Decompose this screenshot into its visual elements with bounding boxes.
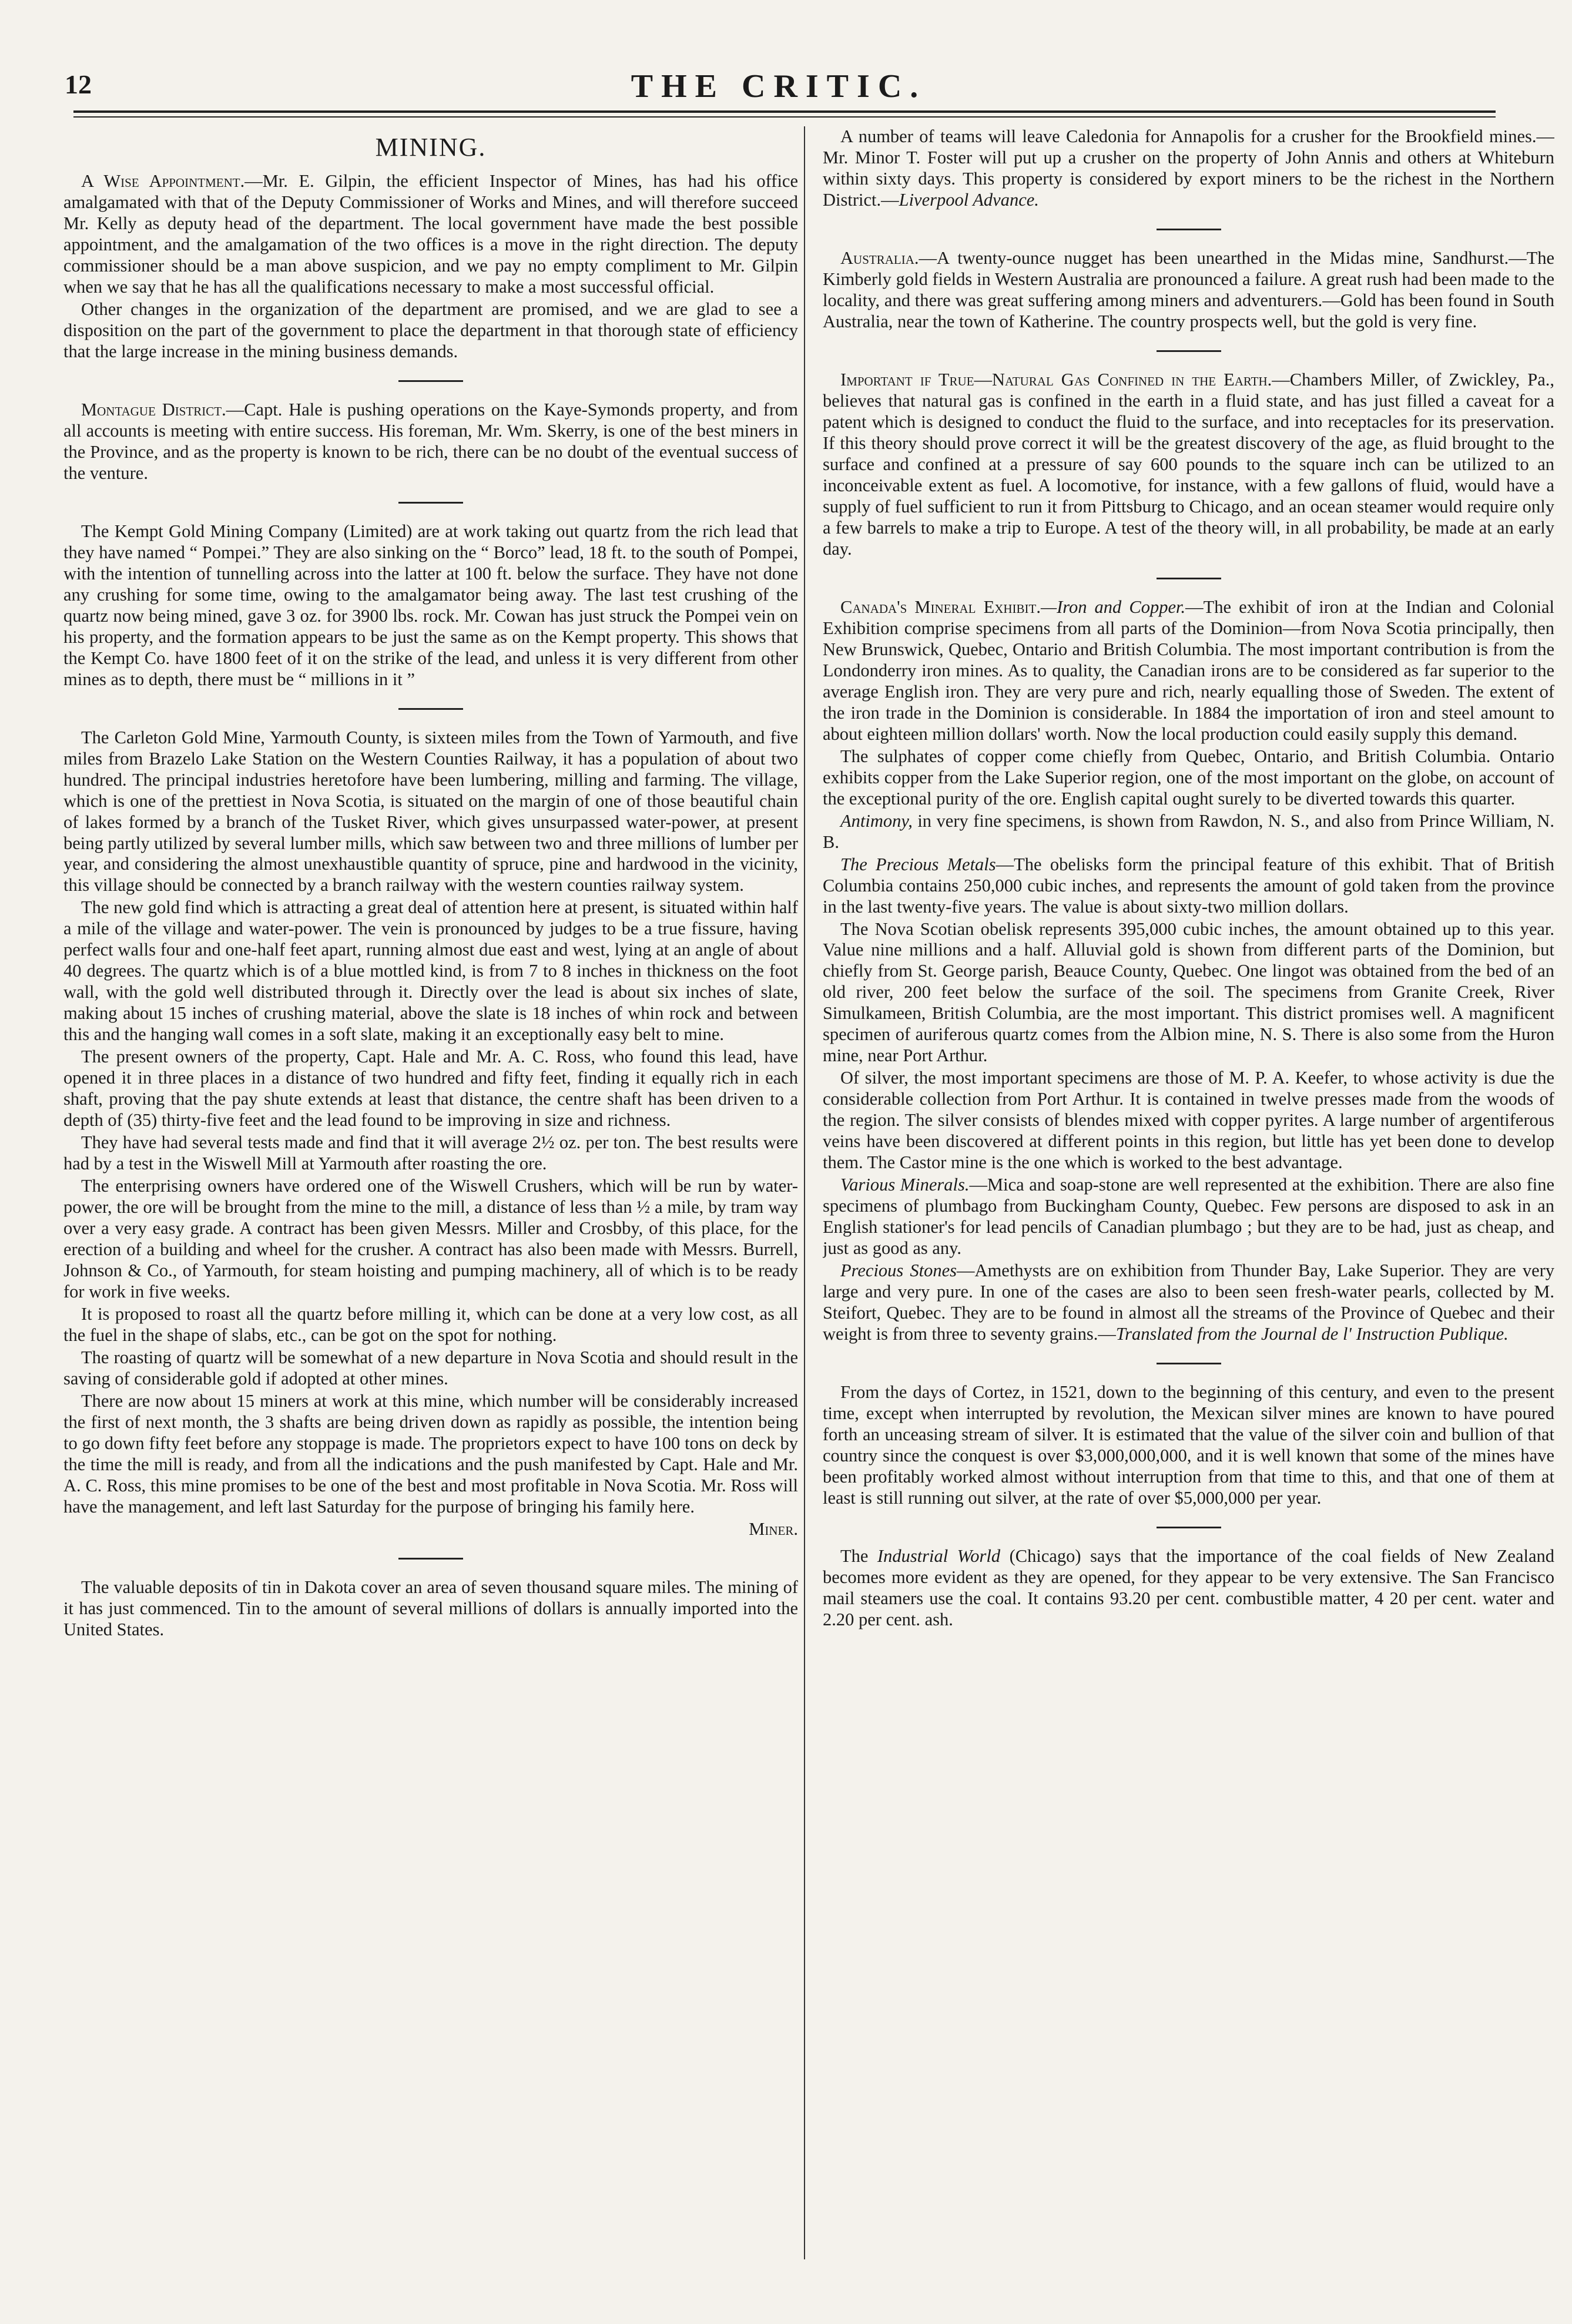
- article-paragraph: They have had several tests made and find that it will average 2½ oz. per ton. The best results were had by a test in the Wiswell Mill at Yarmouth after roasting the ore.: [63, 1132, 798, 1174]
- article-paragraph: The Nova Scotian obelisk represents 395,000 cubic inches, the amount obtained up to this year. Value nine millions and a half. Alluvial gold is shown from different parts of the Dominion, but chiefly from St. George parish, Beauce County, Quebec. One lingot was obtained from the bed of an old river, 200 feet below the surface of the soil. The specimens from Granite Creek, River Simulkameen, British Columbia, are the most important. This district promises well. A magnificent specimen of auriferous quartz comes from the Albion mine, N. S. There is also some from the Huron mine, near Port Arthur.: [823, 918, 1554, 1066]
- separator-rule: [398, 708, 463, 710]
- left-column: [63, 126, 798, 2265]
- article-paragraph: Various Minerals.—Mica and soap-stone are well represented at the exhibition. There are also fine specimens of plumbago from Buckingham County, Quebec. Few persons are disposed to ask in an English stationer's for lead pencils of Canadian plumbago ; but they are to be had, just as cheap, and just as good as any.: [823, 1175, 1554, 1259]
- article-paragraph: A Wise Appointment.—Mr. E. Gilpin, the efficient Inspector of Mines, has had his office amalgamated with that of the Deputy Commissioner of Works and Mines, and will therefore succeed Mr. Kelly as deputy head of the department. The local government have made the best possible appointment, and the amalgamation of the two offices is a move in the right direction. The deputy commissioner should be a man above suspicion, and we pay no empty compliment to Mr. Gilpin when we say that he has all the qualifications necessary to make a most successful official.: [63, 170, 798, 297]
- article-paragraph: The roasting of quartz will be somewhat of a new departure in Nova Scotia and should result in the saving of considerable gold if adopted at other mines.: [63, 1347, 798, 1389]
- masthead-title: THE CRITIC.: [631, 68, 927, 105]
- article-subheading: Various Minerals.: [840, 1175, 970, 1195]
- source-credit: Translated from the Journal de l' Instruction Publique.: [1115, 1324, 1509, 1344]
- article-paragraph: Antimony, in very fine specimens, is shown from Rawdon, N. S., and also from Prince William, N. B.: [823, 810, 1554, 852]
- article-paragraph: The new gold find which is attracting a great deal of attention here at present, is situated within half a mile of the village and water-power. The vein is pronounced by judges to be a true fissure, having perfect walls four and one-half feet apart, running almost due east and west, lying at an angle of about 40 degrees. The quartz which is of a blue mottled kind, is from 7 to 8 inches in thickness on the foot wall, with the gold well distributed through it. Directly over the lead is about six inches of slate, making about 15 inches of crushing material, above the slate is 18 inches of whin rock and between this and the hanging wall comes in a soft slate, making it an exceptionally easy belt to mine.: [63, 897, 798, 1045]
- article-paragraph: The present owners of the property, Capt. Hale and Mr. A. C. Ross, who found this lead, have opened it in three places in a distance of two hundred and fifty feet, finding it equally rich in each shaft, proving that the pay shute extends at least that distance, the centre shaft has been driven to a depth of (35) thirty-five feet and the lead found to be improving in size and richness.: [63, 1047, 798, 1131]
- article-heading: Canada's Mineral Exhibit.: [840, 596, 1041, 617]
- article-paragraph: It is proposed to roast all the quartz before milling it, which can be done at a very low cost, as all the fuel in the shape of slabs, etc., can be got on the spot for nothing.: [63, 1304, 798, 1346]
- page-header: [65, 62, 1493, 115]
- column-divider: [804, 126, 805, 2259]
- article-paragraph: The valuable deposits of tin in Dakota cover an area of seven thousand square miles. The mining of it has just commenced. Tin to the amount of several millions of dollars is annually imported into the United States.: [63, 1577, 798, 1639]
- separator-rule: [1157, 229, 1221, 230]
- article-paragraph: The sulphates of copper come chiefly from Quebec, Ontario, and British Columbia. Ontario exhibits copper from the Lake Superior region, one of the most important on the globe, on account of the exceptional purity of the ore. English capital ought surely to be diverted towards this quarter.: [823, 746, 1554, 809]
- article-paragraph: Canada's Mineral Exhibit.—Iron and Copper.—The exhibit of iron at the Indian and Colonial Exhibition comprise specimens from all parts of the Dominion—from Nova Scotia principally, then New Brunswick, Quebec, Ontario and British Columbia. The most important contribution is from the Londonderry iron mines. As to quality, the Canadian irons are to be considered as far superior to the average English iron. They are very pure and rich, nearly equalling those of Sweden. The extent of the iron trade in the Dominion is considerable. In 1884 the importation of iron and steel amount to about eighteen million dollars' worth. Now the local production could easily supply this demand.: [823, 596, 1554, 744]
- article-subheading: The Precious Metals: [840, 854, 996, 874]
- header-rule: [73, 110, 1496, 113]
- article-paragraph: Precious Stones—Amethysts are on exhibition from Thunder Bay, Lake Superior. They are very large and very pure. In one of the cases are also to been seen fresh-water pearls, collected by M. Steifort, Quebec. They are to be found in almost all the streams of the Province of Quebec and their weight is from three to seventy grains.—Translated from the Journal de l' Instruction Publique.: [823, 1260, 1554, 1344]
- article-paragraph: The Carleton Gold Mine, Yarmouth County, is sixteen miles from the Town of Yarmouth, and five miles from Brazelo Lake Station on the Western Counties Railway, it has a population of about two hundred. The principal industries heretofore have been lumbering, milling and farming. The village, which is one of the prettiest in Nova Scotia, is situated on the margin of one of those beautiful chain of lakes formed by a branch of the Tusket River, which gives unsurpassed water-power, at present being partly utilized by several lumber mills, which saw between two and three millions of lumber per year, and considering the almost unexhaustible quantity of spruce, pine and hardwood in the vicinity, this village should be connected by a branch railway with the western counties railway system.: [63, 727, 798, 896]
- page-number: 12: [65, 69, 92, 99]
- article-paragraph: Of silver, the most important specimens are those of M. P. A. Keefer, to whose activity is due the considerable collection from Port Arthur. It is contained in twelve presses made from the woods of the region. The silver consists of blendes mixed with copper pyrites. A large number of argentiferous veins have been discovered at different points in this region, but little has yet been done to develop them. The Castor mine is the one which is worked to the best advantage.: [823, 1068, 1554, 1173]
- article-heading: Important if True—Natural Gas Confined in the Earth.: [840, 369, 1272, 390]
- article-heading: A Wise Appointment.: [81, 170, 245, 191]
- article-heading: Australia.: [840, 247, 919, 268]
- source-credit: Liverpool Advance.: [899, 189, 1039, 210]
- separator-rule: [398, 502, 463, 504]
- article-paragraph: Other changes in the organization of the department are promised, and we are glad to see a disposition on the part of the government to place the department in that thorough state of efficiency that the large increase in the mining business demands.: [63, 299, 798, 361]
- article-subheading: —Iron and Copper.: [1040, 596, 1186, 617]
- separator-rule: [1157, 1363, 1221, 1364]
- article-paragraph: The Industrial World (Chicago) says that the importance of the coal fields of New Zealand becomes more evident as they are opened, for they appear to be very extensive. The San Francisco mail steamers use the coal. It contains 93.20 per cent. combustible matter, 4 20 per cent. water and 2.20 per cent. ash.: [823, 1546, 1554, 1630]
- separator-rule: [1157, 350, 1221, 352]
- article-paragraph: From the days of Cortez, in 1521, down to the beginning of this century, and even to the present time, except when interrupted by revolution, the Mexican silver mines are known to have poured forth an unceasing stream of silver. It is estimated that the value of the silver coin and bullion of that country since the conquest is over $3,000,000,000, and it is well known that some of the mines have been profitably worked almost without interruption from that time to this, and that one of them at least is still running out silver, at the rate of over $5,000,000 per year.: [823, 1382, 1554, 1508]
- article-signature: Miner.: [749, 1519, 798, 1539]
- separator-rule: [398, 380, 463, 382]
- article-subheading: Antimony,: [840, 810, 913, 831]
- publication-title: Industrial World: [877, 1546, 1001, 1567]
- article-heading: Montague District.: [81, 399, 226, 420]
- article-paragraph: A number of teams will leave Caledonia for Annapolis for a crusher for the Brookfield mines.—Mr. Minor T. Foster will put up a crusher on the property of John Annis and others at Whiteburn within sixty days. This property is considered by export miners to be the richest in the Northern District.—Liverpool Advance.: [823, 126, 1554, 210]
- article-paragraph: There are now about 15 miners at work at this mine, which number will be considerably increased the first of next month, the 3 shafts are being driven down as rapidly as possible, the intention being to go down fifty feet before any stoppage is made. The proprietors expect to have 100 tons on deck by the time the mill is ready, and from all the indications and the push manifested by Capt. Hale and Mr. A. C. Ross, this mine promises to be one of the best and most profitable in Nova Scotia. Mr. Ross will have the management, and left last Saturday for the purpose of bringing his family here.: [63, 1391, 798, 1517]
- article-paragraph: Montague District.—Capt. Hale is pushing operations on the Kaye-Symonds property, and from all accounts is meeting with entire success. His foreman, Mr. Wm. Skerry, is one of the best miners in the Province, and as the property is known to be rich, there can be no doubt of the eventual success of the venture.: [63, 399, 798, 483]
- article-subheading: Precious Stones: [840, 1260, 957, 1281]
- separator-rule: [398, 1558, 463, 1560]
- article-paragraph: The Kempt Gold Mining Company (Limited) are at work taking out quartz from the rich lead that they have named “ Pompei.” They are also sinking on the “ Borco” lead, 18 ft. to the south of Pompei, with the intention of tunnelling across into the latter at 100 ft. below the surface. They have not done any crushing for some time, owing to the amalgamator being away. The last test crushing of the quartz now being mined, gave 3 oz. for 3900 lbs. rock. Mr. Cowan has just struck the Pompei vein on his property, and the formation appears to be just the same as on the Kempt property. This shows that the Kempt Co. have 1800 feet of it on the strike of the lead, and unless it is very different from other mines as to depth, there must be “ millions in it ”: [63, 521, 798, 689]
- article-paragraph: Important if True—Natural Gas Confined in the Earth.—Chambers Miller, of Zwickley, Pa., believes that natural gas is confined in the earth in a fluid state, and has just filled a caveat for a patent which is designed to conduct the fluid to the surface, and into receptacles for its preservation. If this theory should prove correct it will be the greatest discovery of the age, as fluid brought to the surface and confined at a pressure of say 600 pounds to the square inch can be utilized to an inconceivable extent as fuel. A locomotive, for instance, with a few gallons of fluid, would have a supply of fuel sufficient to run it from Pittsburg to Chicago, and an ocean steamer would require only a few barrels to make a trip to Europe. A test of the theory will, in all probability, be made at an early day.: [823, 369, 1554, 559]
- header-rule-thin: [73, 116, 1496, 118]
- section-title: MINING.: [375, 133, 487, 162]
- separator-rule: [1157, 1527, 1221, 1528]
- article-paragraph: The Precious Metals—The obelisks form the principal feature of this exhibit. That of British Columbia contains 250,000 cubic inches, and represents the amount of gold taken from the province in the last twenty-five years. The value is about sixty-two million dollars.: [823, 854, 1554, 917]
- separator-rule: [1157, 578, 1221, 579]
- right-column: [823, 126, 1554, 2265]
- article-paragraph: The enterprising owners have ordered one of the Wiswell Crushers, which will be run by water-power, the ore will be brought from the mine to the mill, a distance of less than ½ a mile, by tram way over a very easy grade. A contract has been given Messrs. Miller and Crosbby, of this place, for the erection of a building and wheel for the crusher. A contract has also been made with Messrs. Burrell, Johnson & Co., of Yarmouth, for steam hoisting and pumping machinery, all of which is to be ready for work in five weeks.: [63, 1176, 798, 1302]
- article-paragraph: Australia.—A twenty-ounce nugget has been unearthed in the Midas mine, Sandhurst.—The Kimberly gold fields in Western Australia are pronounced a failure. A great rush had been made to the locality, and there was great suffering among miners and adventurers.—Gold has been found in South Australia, near the town of Katherine. The country prospects well, but the gold is very fine.: [823, 247, 1554, 331]
